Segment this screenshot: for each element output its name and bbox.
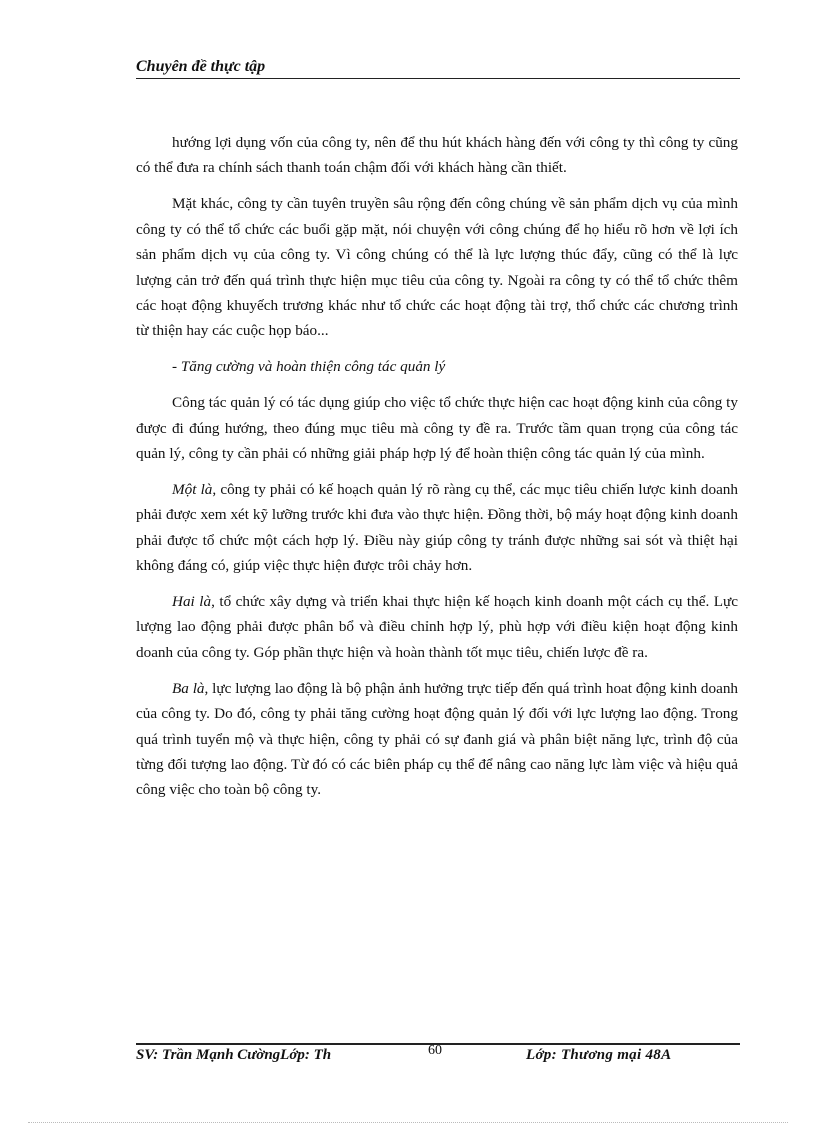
footer-class: Lớp: Thương mại 48A (526, 1047, 672, 1063)
paragraph-5 (136, 589, 738, 665)
paragraph-3: Công tác quản lý có tác dụng giúp cho việc tổ chức thực hiện cac hoạt động kinh của công ty được đi đúng hướng, theo đúng mục tiêu mà công ty đề ra. Trước tầm quan trọng của công tác quản lý, công ty cần phải có những giải pháp hợp lý để hoàn thiện công tác quản lý của mình. (136, 394, 738, 462)
paragraph-4-lead: Một là (172, 480, 213, 498)
page-number: 60 (428, 1043, 442, 1058)
paragraph-4 (136, 477, 738, 579)
paragraph-1: hướng lợi dụng vốn của công ty, nên để thu hút khách hàng đến với công ty thì công ty cũng có thể đưa ra chính sách thanh toán chậm đối với khách hàng cần thiết. (136, 134, 738, 177)
page-header-title: Chuyên đề thực tập (136, 58, 266, 75)
section-heading: - Tăng cường và hoàn thiện công tác quản lý (172, 358, 446, 376)
header-divider (136, 78, 740, 79)
paragraph-6 (136, 676, 738, 803)
paragraph-6-text: , lực lượng lao động là bộ phận ảnh hưởng trực tiếp đến quá trình hoat động kinh doanh của công ty. Do đó, công ty phải tăng cường hoạt động quản lý đối với lực lượng lao động. Trong quá trình tuyển mộ và thực hiện, công ty phải có sự đanh giá và phân biệt năng lực, trình độ của từng đối tượng lao động. Từ đó có các biên pháp cụ thể để nâng cao năng lực làm việc và hiệu quả công việc cho toàn bộ công ty. (136, 679, 739, 799)
document-body (136, 130, 738, 813)
footer-student: SV: Trần Mạnh CườngLớp: Th (136, 1047, 332, 1063)
paragraph-6-lead: Ba là (172, 679, 205, 697)
paragraph-5-text: , tổ chức xây dựng và triển khai thực hiện kế hoạch kinh doanh một cách cụ thể. Lực lượng lao động phải được phân bổ và điều chỉnh hợp lý, phù hợp với điều kiện hoạt động kinh doanh của công ty. Góp phần thực hiện và hoàn thành tốt mục tiêu, chiến lược đề ra. (136, 593, 738, 661)
paragraph-2: Mặt khác, công ty cần tuyên truyền sâu rộng đến công chúng về sản phẩm dịch vụ của mình công ty có thể tổ chức các buổi gặp mặt, nói chuyện với công chúng để họ hiểu rõ hơn về lợi ích sản phẩm dịch vụ của công ty. Vì công chúng có thể là lực lượng thúc đẩy, cũng có thể là lực lượng cản trở đến quá trình thực hiện mục tiêu của công ty. Ngoài ra công ty có thể tổ chức thêm các hoạt động khuyếch trương khác như tổ chức các hoạt động tài trợ, thổ chức các chương trình từ thiện hay các cuộc họp báo... (136, 195, 738, 340)
paragraph-4-text: , công ty phải có kế hoạch quản lý rõ ràng cụ thể, các mục tiêu chiến lược kinh doanh phải được xem xét kỹ lưỡng trước khi đưa vào thực hiện. Đồng thời, bộ máy hoạt động kinh doanh phải được tổ chức một cách hợp lý. Điều này giúp công ty tránh được những sai sót và thiệt hại không đáng có, giúp việc thực hiện được trôi chảy hơn. (136, 480, 738, 575)
paragraph-5-lead: Hai là (172, 593, 212, 610)
